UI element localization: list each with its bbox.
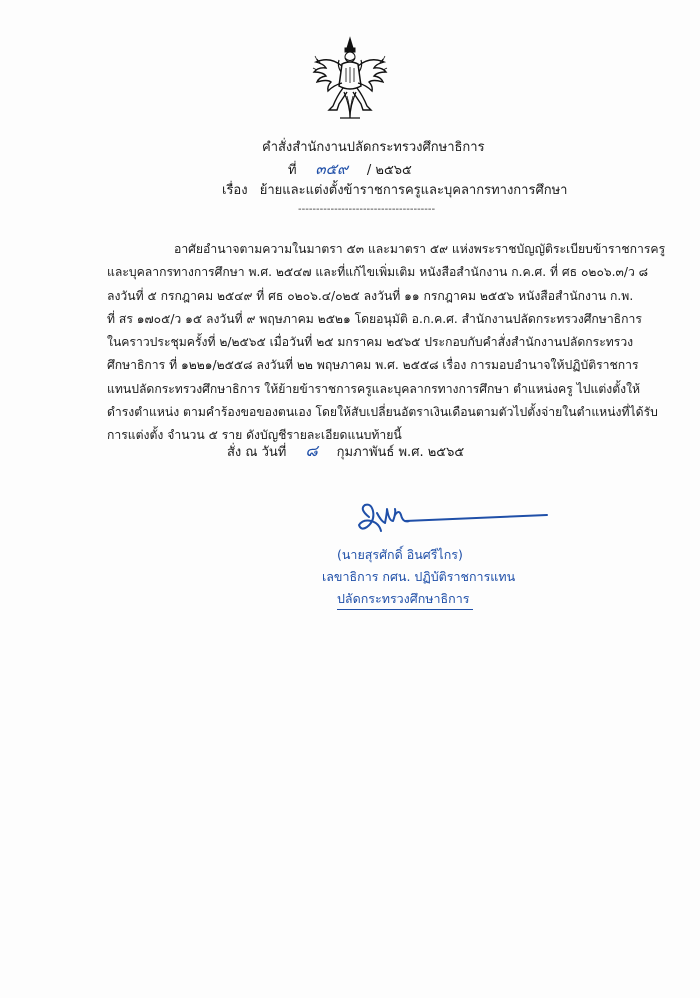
order-number-label: ที่ (288, 163, 297, 178)
order-number-handwritten: ๓๕๙ (315, 160, 349, 178)
subject-text: ย้ายและแต่งตั้งข้าราชการครูและบุคลากรทางการศึกษา (259, 183, 568, 198)
signer-name: (นายสุรศักดิ์ อินศรีไกร) (337, 547, 463, 562)
signer-position: เลขาธิการ กศน. ปฏิบัติราชการแทน (322, 569, 516, 584)
date-prefix: สั่ง ณ วันที่ (227, 445, 287, 460)
order-date (227, 441, 464, 463)
order-number-year: / ๒๕๖๕ (366, 163, 412, 178)
date-day-handwritten: ๘ (305, 441, 318, 460)
body-line: ที่ สร ๑๗๐๕/ว ๑๕ ลงวันที่ ๙ พฤษภาคม ๒๕๒๑ โดยอนุมัติ อ.ก.ค.ศ. สำนักงานปลัดกระทรวงศึกษาธิการ (107, 311, 642, 326)
separator-line: -------------------------------------- (298, 204, 436, 215)
body-line: ดำรงตำแหน่ง ตามคำร้องขอของตนเอง โดยให้สับเปลี่ยนอัตราเงินเดือนตามตัวไปตั้งจ่ายในตำแหน่งที่ได้รับ (107, 405, 658, 420)
body-line: แทนปลัดกระทรวงศึกษาธิการ ให้ย้ายข้าราชการครูและบุคลากรทางการศึกษา ตำแหน่งครู ไปแต่งตั้งให้ (107, 381, 641, 396)
subject-label: เรื่อง (222, 183, 248, 198)
handwritten-signature (355, 503, 550, 535)
garuda-emblem-icon (312, 36, 388, 122)
body-line: และบุคลากรทางการศึกษา พ.ศ. ๒๕๔๗ และที่แก้ไขเพิ่มเติม หนังสือสำนักงาน ก.ค.ศ. ที่ ศธ ๐๒๐๖.๓/ว ๘ (107, 265, 649, 280)
signer-underline (337, 609, 473, 610)
body-line: อาศัยอำนาจตามความในมาตรา ๕๓ และมาตรา ๕๙ แห่งพระราชบัญญัติระเบียบข้าราชการครู (174, 242, 666, 256)
body-line: ลงวันที่ ๕ กรกฎาคม ๒๕๔๙ ที่ ศธ ๐๒๐๖.๔/๐๒๕ ลงวันที่ ๑๑ กรกฎาคม ๒๕๕๖ หนังสือสำนักงาน ก.พ. (107, 288, 634, 303)
body-paragraph (107, 238, 666, 448)
body-line: ในคราวประชุมครั้งที่ ๒/๒๕๖๕ เมื่อวันที่ ๒๕ มกราคม ๒๕๖๕ ประกอบกับคำสั่งสำนักงานปลัดกระทรวง (107, 335, 634, 350)
body-line: การแต่งตั้ง จำนวน ๕ ราย ดังบัญชีรายละเอียดแนบท้ายนี้ (107, 428, 402, 443)
signer-organization: ปลัดกระทรวงศึกษาธิการ (337, 591, 470, 606)
order-title: คำสั่งสำนักงานปลัดกระทรวงศึกษาธิการ (262, 140, 485, 155)
order-number-row (288, 160, 412, 180)
date-month-year: กุมภาพันธ์ พ.ศ. ๒๕๖๕ (336, 445, 465, 460)
body-line: ศึกษาธิการ ที่ ๑๒๒๑/๒๕๕๘ ลงวันที่ ๒๒ พฤษภาคม พ.ศ. ๒๕๕๘ เรื่อง การมอบอำนาจให้ปฏิบัติราชการ (107, 358, 639, 373)
subject-row (222, 182, 567, 200)
